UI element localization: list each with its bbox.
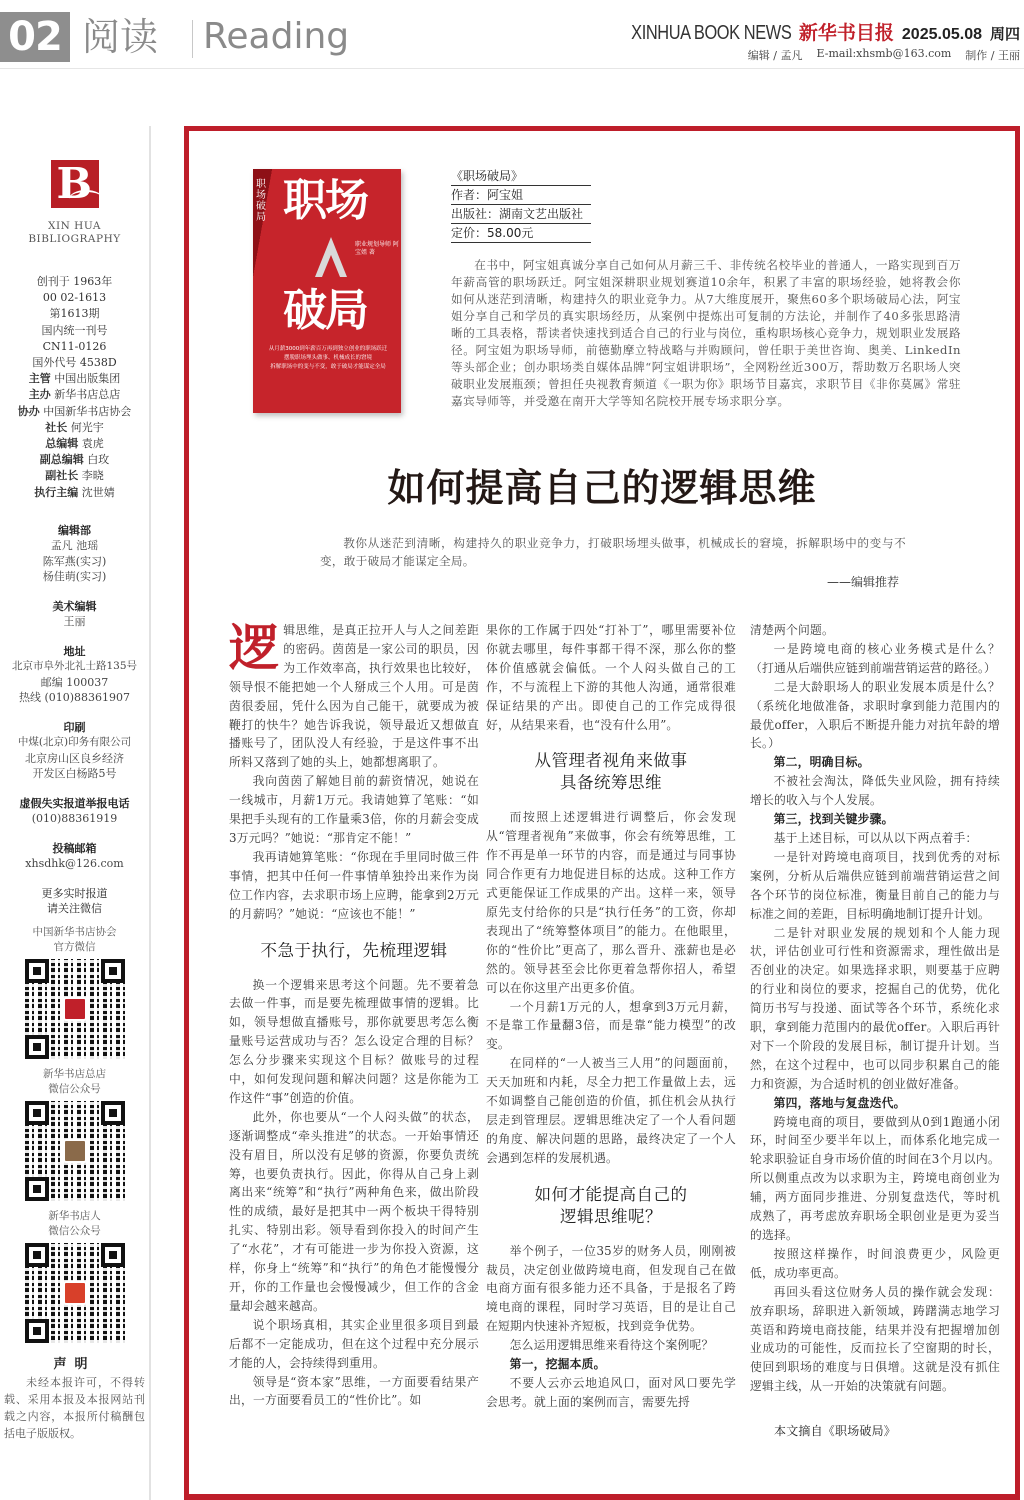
masthead-line: 总编辑 袁虎 (45, 437, 104, 451)
page-number: 02 (0, 12, 70, 62)
paragraph: 不要人云亦云地追风口，面对风口要先学会思考。就上面的案例而言，需要先捋 (486, 1376, 736, 1409)
printing-block: 印刷 中煤(北京)印务有限公司 北京房山区良乡经济 开发区白杨路5号 (17, 720, 132, 781)
book-intro: 在书中，阿宝姐真诚分享自己如何从月薪三千、非传统名校毕业的普通人，一路实现到百万年薪高管的职场跃迁。阿宝姐深耕职业规划赛道10余年，积累了丰富的职场经验，她将教会你如何从迷茫到清晰，构建持久的职业竞争力。从7大维度展开，聚焦60多个职场破局心法，阿宝姐分享自己和学员的真实职场经历，从案例中提炼出可复制的方法论，并制作了40多张思路清晰的工具表格，帮读者快速找到适合自己的行业与岗位，重构职场核心竞争力，规划职业发展路径。阿宝姐为职场导师，前德勤摩立特战略与并购顾问，曾任职于美世咨询、奥美、LinkedIn等头部企业；创办职场类自媒体品牌“阿宝姐讲职场”，全网粉丝近300万，帮助数万名职场人突破职业发展瓶颈；曾担任央视教育频道《一职为你》职场节目嘉宾，求职节目《非你莫属》常驻嘉宾导师等，并受邀在南开大学等知名院校开展专场求职分享。 (451, 258, 961, 408)
issue-weekday: 周四 (989, 25, 1020, 43)
paragraph: 换一个逻辑来思考这个问题。先不要着急去做一件事，而是要先梳理做事情的逻辑。比如，领导想做直播账号，那你就要思考怎么衡量账号运营成功与否？怎么设定合理的目标？怎么分步骤来实现这个目标？做账号的过程中，如何发现问题和解决问题？这是你能为工作这件“事”创造的价值。 (229, 977, 479, 1105)
subheading: 不急于执行，先梳理逻辑 (260, 940, 448, 960)
paragraph: 逻辑思维，是真正拉开人与人之间差距的密码。茵茵是一家公司的职员，因为工作效率高，执行效果也比较好，领导恨不能把她一个人掰成三个人用。可是茵茵很委屈，凭什么因为自己能干，就要成为被鞭打的快牛？她告诉我说，领导最近又想做直播账号了，团队没人有经验，于是这件事不出所料又落到了她的头上，她都想离职了。 (229, 618, 479, 770)
book-title: 《职场破局》 (451, 167, 591, 186)
report-hotline: 虚假失实报道举报电话 (010)88361919 (19, 796, 130, 826)
qr-block (0, 1209, 149, 1343)
brand-cn: 新华书目报 (798, 22, 894, 44)
paragraph: 按照这样操作，时间浪费更少，风险更低，成功率更高。 (750, 1246, 1000, 1280)
masthead-line: 第1613期 (49, 307, 100, 321)
issue-date: 2025.05.08 (901, 26, 982, 43)
submission-email: 投稿邮箱 xhsdhk@126.com (0, 841, 149, 872)
step-heading: 第三，找到关键步骤。 (773, 812, 894, 827)
xinhua-bibliography-logo-icon: B (51, 160, 99, 208)
paragraph: 二是针对职业发展的规划和个人能力现状，评估创业可行性和资源需求，理性做出是否创业的决定。如果选择求职，则要基于应聘的行业和岗位的要求，挖掘自己的优势，优化简历书写与投递、面试等各个环节，系统化求职，拿到能力范围内的最优offer。入职后再针对下一个阶段的发展目标，制订提升计划。当然，在这个过程中，也可以同步积累自己的能力和资源，为合适时机的创业做好准备。 (750, 925, 1000, 1091)
art-editor: 美术编辑 王丽 (52, 599, 97, 629)
masthead-line: 执行主编 沈世婧 (34, 485, 115, 499)
qr-caption: 中国新华书店协会 官方微信 (32, 925, 117, 953)
masthead-line: 国内统一刊号 (41, 323, 108, 337)
editor-credit: 编辑 / 孟凡 (747, 49, 803, 62)
qr-code-icon[interactable] (25, 1243, 125, 1343)
masthead-line: 副总编辑 白玫 (39, 453, 110, 467)
paragraph: 说个职场真相，其实企业里很多项目到最后都不一定能成功，但在这个过程中充分展示才能的人，会持续得到重用。 (229, 1317, 479, 1370)
paragraph: 一个月薪1万元的人，想拿到3万元月薪，不是靠工作量翻3倍，而是靠“能力模型”的改变。 (486, 999, 736, 1052)
paragraph: 二是大龄职场人的职业发展本质是什么？（系统化地做准备，求职时拿到能力范围内的最优offer，入职后不断提升能力对抗年龄的增长。） (750, 679, 1000, 751)
masthead-line: 主办 新华书店总店 (28, 388, 121, 402)
header-rule (0, 68, 1024, 69)
book-cover-image: 职场破局 职场 职业规划导师 阿宝姐 著 破局 从月薪3000到年薪百万再到独立创业的职场跃迁 摆脱职场埋头做事、机械成长的窘境 拆解职场中的变与不变，敢于破局才能谋定全局 (253, 169, 401, 413)
paragraph: 举个例子，一位35岁的财务人员，刚刚被裁员，决定创业做跨境电商，但发现自己在做电商方面有很多能力还不具备，于是报名了跨境电商的课程，同时学习英语，目的是让自己在短期内快速补齐短板，找到竞争优势。 (486, 1243, 736, 1334)
qr-block (0, 1067, 149, 1201)
book-price: 定价：58.00元 (451, 224, 591, 243)
book-author: 作者：阿宝姐 (451, 186, 591, 205)
masthead-line: CN11-0126 (42, 339, 107, 353)
masthead-line: 00 02-1613 (42, 291, 107, 305)
subheading: 如何才能提高自己的 逻辑思维呢？ (534, 1184, 688, 1226)
sidebar-masthead (0, 126, 151, 1500)
submission-email-link[interactable]: xhsdhk@126.com (25, 857, 124, 871)
masthead-line: 国外代号 4538D (32, 356, 117, 370)
step-heading: 第四，落地与复盘迭代。 (773, 1095, 906, 1110)
address-block: 地址 北京市阜外北礼士路135号 邮编 100037 热线 (010)88361907 (11, 644, 138, 705)
logo-text: XIN HUA BIBLIOGRAPHY (28, 220, 121, 245)
article-title: 如何提高自己的逻辑思维 (387, 466, 817, 510)
article-lead: 教你从迷茫到清晰，构建持久的职业竞争力，打破职场埋头做事，机械成长的窘境，拆解职场中的变与不变，敢于破局才能谋定全局。 (320, 536, 906, 568)
paragraph: 一是针对跨境电商项目，找到优秀的对标案例，分析从后端供应链到前端营销运营之间各个环节的岗位标准，衡量目前自己的能力与标准之间的差距，目标明确地制订提升计划。 (750, 849, 1000, 921)
paragraph: 在同样的“一人被当三人用”的问题面前，天天加班和内耗，尽全力把工作量做上去，远不如调整自己能创造的价值，抓住机会从执行层走到管理层。逻辑思维决定了一个人看问题的角度、解决问题的思路，最终决定了一个人会遇到怎样的发展机遇。 (486, 1056, 736, 1165)
qr-caption: 新华书店总店 微信公众号 (43, 1067, 106, 1095)
qr-code-icon[interactable] (25, 1101, 125, 1201)
paragraph: 基于上述目标，可以从以下两点着手： (773, 830, 978, 845)
step-heading: 第二，明确目标。 (773, 755, 870, 770)
email-link[interactable]: E-mail:xhsmb@163.com (816, 47, 952, 60)
qr-block (0, 925, 149, 1059)
article-column-1 (229, 618, 479, 1410)
masthead-line: 社长 何光宇 (45, 420, 104, 434)
notice-text: 未经本报许可，不得转载、采用本报及本报网站刊载之内容，本报所付稿酬包括电子版版权。 (4, 1375, 145, 1440)
paragraph: 再回头看这位财务人员的操作就会发现：放弃职场，辞职进入新领域，踌躇满志地学习英语和跨境电商技能，结果并没有把握增加创业成功的可能性，反而拉长了空窗期的时长，使回到职场的难度与日俱增。这就是没有抓住逻辑主线，从一开始的决策就有问题。 (750, 1284, 1000, 1394)
article-column-2 (486, 621, 736, 1412)
notice-title: 声明 (53, 1356, 96, 1372)
paragraph: 不被社会淘汰，降低失业风险，拥有持续增长的收入与个人发展。 (750, 774, 1000, 808)
section-title-cn: 阅读 (82, 15, 159, 59)
follow-wechat: 更多实时报道 请关注微信 (41, 886, 108, 916)
book-publisher: 出版社：湖南文艺出版社 (451, 205, 591, 224)
masthead-line: 主管 中国出版集团 (28, 372, 121, 386)
article-source: 本文摘自《职场破局》 (774, 1424, 897, 1439)
qr-code-icon[interactable] (25, 959, 125, 1059)
paragraph: 果你的工作属于四处“打补丁”，哪里需要补位你就去哪里，每件事都干得不深，那么你的整体价值感就会偏低。一个人闷头做自己的工作，不与流程上下游的其他人沟通，通常很难保证结果的产出。即使自己的工作完成得很好，从结果来看，也“没有什么用”。 (486, 623, 736, 732)
paragraph: 而按照上述逻辑进行调整后，你会发现从“管理者视角”来做事，你会有统筹思维，工作不再是单一环节的内容，而是通过与同事协同合作更有力地促进目标的达成。这种工作方式更能保证工作成果的产出。这样一来，领导原先支付给你的只是“执行任务”的工资，你却表现出了“统筹整体项目”的能力。在他眼里，你的“性价比”更高了，那么晋升、涨薪也是必然的。领导甚至会比你更着急帮你招人，希望可以在你这里产出更多价值。 (486, 810, 736, 995)
section-title-en: Reading (203, 16, 350, 57)
producer-credit: 制作 / 王丽 (965, 49, 1020, 62)
header-credits (748, 47, 1020, 63)
header-divider (192, 20, 193, 58)
paragraph: 清楚两个问题。 (750, 623, 834, 637)
masthead-line: 创刊于 1963年 (36, 275, 113, 288)
paragraph: 怎么运用逻辑思维来看待这个案例呢？ (509, 1338, 714, 1353)
paragraph: 我再请她算笔账：“你现在手里同时做三件事情，把其中任何一件事情单独拎出来作为岗位工作内容，去求职市场上应聘，能拿到2万元的月薪吗？”她说：“应该也不能！” (229, 849, 479, 921)
paragraph: 跨境电商的项目，要做到从0到1跑通小闭环，时间至少要半年以上，而体系化地完成一轮求职验证自身市场价值的时间在3个月以内。所以侧重点改为以求职为主，跨境电商创业为辅，两方面同步推进、分别复盘迭代，等时机成熟了，再考虑放弃职场全职创业是更为妥当的选择。 (750, 1114, 1000, 1242)
drop-cap: 逻 (229, 618, 280, 677)
page-header (0, 0, 1024, 62)
masthead-line: 协办 中国新华书店协会 (17, 404, 132, 418)
article-frame (184, 126, 1020, 1500)
paragraph: 领导是“资本家”思维，一方面要看结果产出，一方面要看员工的“性价比”。如 (229, 1374, 479, 1408)
article-column-3 (750, 621, 1000, 1441)
step-heading: 第一，挖掘本质。 (509, 1357, 606, 1372)
book-info (451, 167, 591, 243)
paragraph: 一是跨境电商的核心业务模式是什么？（打通从后端供应链到前端营销运营的路径。） (750, 641, 1000, 675)
subheading: 从管理者视角来做事 具备统筹思维 (534, 751, 688, 793)
paragraph: 我向茵茵了解她目前的薪资情况，她说在一线城市，月薪1万元。我请她算了笔账：“如果把手头现有的工作量乘3倍，你的月薪会变成3万元吗？”她说：“那肯定不能！” (229, 774, 479, 845)
paragraph: 此外，你也要从“一个人闷头做”的状态，逐渐调整成“牵头推进”的状态。一开始事情还没有眉目，所以没有足够的资源，你要负责统筹，也要负责执行。因此，你得从自己身上剥离出来“统筹”和“执行”两种角色来，做出阶段性的成绩，最好是把其中一两个板块干得特别扎实、特别出彩。领导看到你投入的时间产生了“水花”，才有可能进一步为你投入资源，这样，你身上“统筹”和“执行”的角色才能慢慢分开，你的工作量也会慢慢减少，但工作的含金量却会越来越高。 (229, 1109, 479, 1313)
qr-caption: 新华书店人 微信公众号 (48, 1209, 101, 1237)
masthead-info (0, 274, 149, 501)
brand-en: XINHUA BOOK NEWS (630, 22, 791, 44)
lead-signature: ——编辑推荐 (826, 575, 899, 589)
editorial-dept: 编辑部 孟凡 池瑶 陈军燕(实习) 杨佳萌(实习) (42, 523, 107, 584)
masthead-line: 副社长 李晓 (45, 469, 104, 483)
masthead-brand (596, 18, 1020, 45)
